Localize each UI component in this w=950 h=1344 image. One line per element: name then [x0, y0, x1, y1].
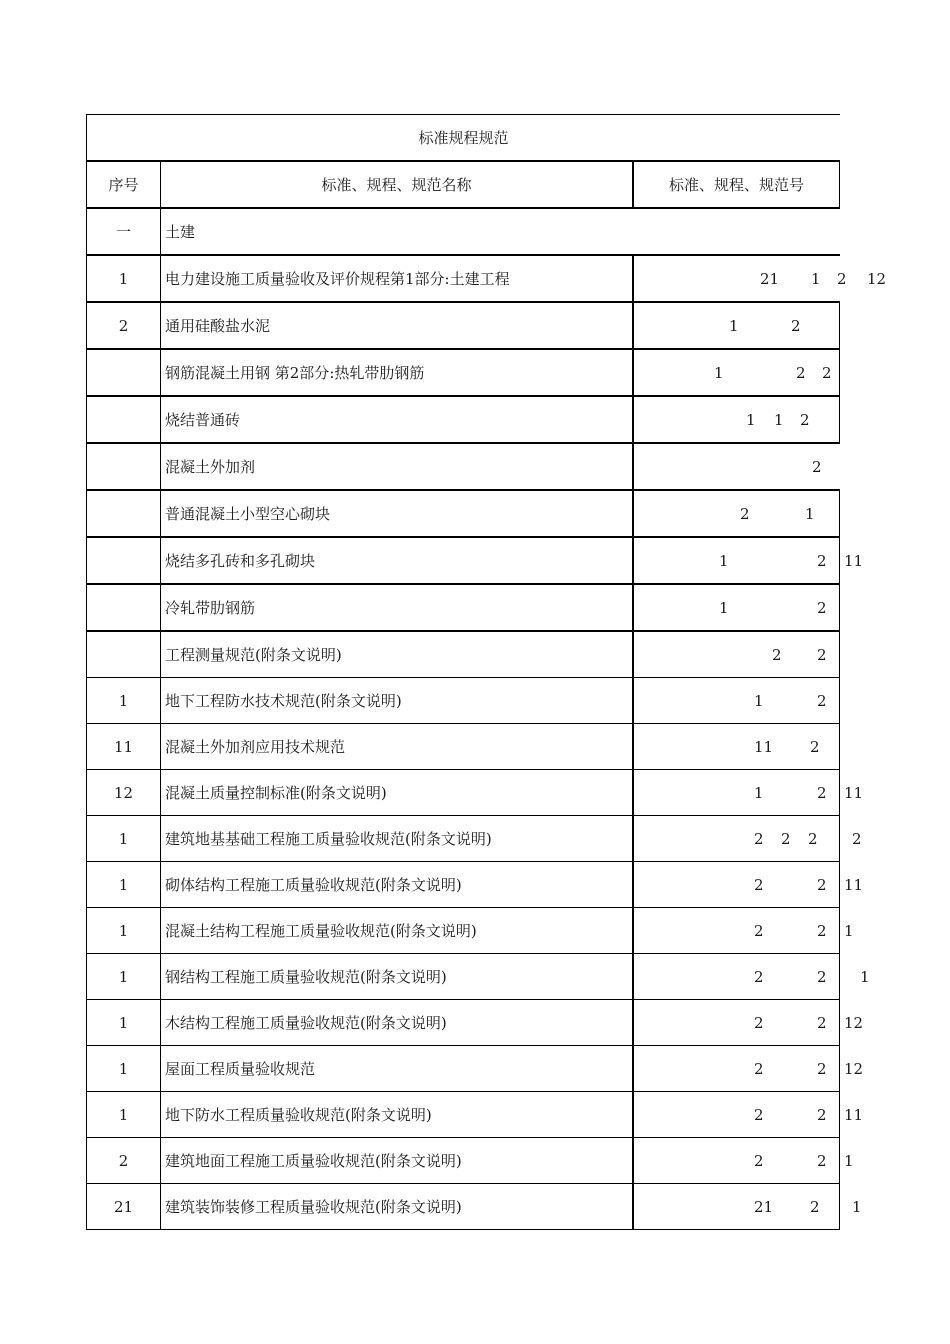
code-fragment: 1	[844, 1151, 854, 1170]
row-name: 混凝土外加剂应用技术规范	[161, 724, 634, 769]
code-fragment: 2	[754, 1151, 764, 1170]
table-row	[86, 632, 840, 678]
row-seq: 1	[86, 862, 161, 907]
row-name: 地下防水工程质量验收规范(附条文说明)	[161, 1092, 634, 1137]
row-code	[634, 350, 840, 395]
row-code	[634, 770, 864, 815]
row-seq: 21	[86, 1184, 161, 1229]
code-fragment: 2	[791, 316, 801, 335]
code-fragment: 2	[754, 967, 764, 986]
code-fragment: 1	[805, 504, 815, 523]
row-name: 工程测量规范(附条文说明)	[161, 632, 634, 677]
row-seq	[86, 350, 161, 395]
row-name: 建筑装饰装修工程质量验收规范(附条文说明)	[161, 1184, 634, 1229]
row-code	[634, 724, 840, 769]
code-fragment: 2	[754, 1105, 764, 1124]
code-fragment: 1	[811, 269, 821, 288]
row-code	[634, 1092, 864, 1137]
row-code	[634, 862, 864, 907]
row-seq: 1	[86, 816, 161, 861]
table-row	[86, 585, 840, 632]
row-seq	[86, 538, 161, 583]
table-row	[86, 256, 887, 303]
row-seq: 12	[86, 770, 161, 815]
table-row	[86, 954, 870, 1000]
table-row	[86, 1000, 864, 1046]
row-name: 钢结构工程施工质量验收规范(附条文说明)	[161, 954, 634, 999]
row-seq: 1	[86, 1046, 161, 1091]
table-row	[86, 350, 840, 397]
code-fragment: 11	[844, 783, 864, 802]
table-title: 标准规程规范	[86, 114, 840, 162]
row-name: 混凝土外加剂	[161, 444, 634, 489]
code-fragment: 1	[852, 1197, 862, 1216]
table-row	[86, 678, 840, 724]
code-fragment: 2	[817, 691, 827, 710]
table-row	[86, 538, 864, 585]
code-fragment: 1	[714, 363, 724, 382]
row-name: 地下工程防水技术规范(附条文说明)	[161, 678, 634, 723]
code-fragment: 2	[817, 967, 827, 986]
code-fragment: 11	[844, 551, 864, 570]
code-fragment: 2	[810, 1197, 820, 1216]
code-fragment: 2	[740, 504, 750, 523]
section-name: 土建	[165, 223, 196, 241]
row-name: 建筑地基基础工程施工质量验收规范(附条文说明)	[161, 816, 634, 861]
row-code	[634, 1000, 864, 1045]
row-name: 电力建设施工质量验收及评价规程第1部分:土建工程	[161, 256, 634, 301]
header-seq: 序号	[86, 162, 161, 207]
row-name: 普通混凝土小型空心砌块	[161, 491, 634, 536]
code-fragment: 2	[817, 1013, 827, 1032]
code-fragment: 2	[754, 921, 764, 940]
row-code	[634, 397, 840, 442]
code-fragment: 1	[754, 783, 764, 802]
row-name: 钢筋混凝土用钢 第2部分:热轧带肋钢筋	[161, 350, 634, 395]
row-seq: 1	[86, 678, 161, 723]
code-fragment: 12	[844, 1013, 864, 1032]
code-fragment: 1	[719, 598, 729, 617]
row-code	[634, 303, 840, 348]
code-fragment: 2	[817, 783, 827, 802]
header-name: 标准、规程、规范名称	[161, 162, 634, 207]
code-fragment: 2	[800, 410, 810, 429]
code-fragment: 1	[729, 316, 739, 335]
code-fragment: 1	[746, 410, 756, 429]
table-row	[86, 491, 840, 538]
table-row	[86, 444, 840, 491]
code-fragment: 2	[754, 875, 764, 894]
code-fragment: 2	[817, 551, 827, 570]
row-seq	[86, 632, 161, 677]
table-row	[86, 397, 840, 444]
row-name: 屋面工程质量验收规范	[161, 1046, 634, 1091]
code-fragment: 1	[754, 691, 764, 710]
code-fragment: 2	[817, 1059, 827, 1078]
row-seq: 1	[86, 256, 161, 301]
table-row	[86, 770, 864, 816]
row-seq	[86, 491, 161, 536]
code-fragment: 2	[754, 829, 764, 848]
header-row	[86, 162, 840, 209]
code-fragment: 12	[844, 1059, 864, 1078]
row-code	[634, 1046, 864, 1091]
table-row	[86, 303, 840, 350]
row-name: 烧结多孔砖和多孔砌块	[161, 538, 634, 583]
row-seq: 2	[86, 1138, 161, 1183]
code-fragment: 2	[817, 1105, 827, 1124]
row-code	[634, 585, 840, 630]
row-code	[634, 954, 870, 999]
code-fragment: 2	[852, 829, 862, 848]
row-code	[634, 632, 840, 677]
row-code	[634, 538, 864, 583]
code-fragment: 21	[754, 1197, 774, 1216]
standards-table	[86, 114, 887, 1230]
code-fragment: 11	[754, 737, 774, 756]
code-fragment: 2	[822, 363, 832, 382]
table-row	[86, 1138, 854, 1184]
row-code	[634, 1184, 862, 1229]
section-seq: 一	[86, 209, 161, 254]
code-fragment: 2	[837, 269, 847, 288]
table-row	[86, 1092, 864, 1138]
code-fragment: 1	[844, 921, 854, 940]
row-name: 烧结普通砖	[161, 397, 634, 442]
row-name: 混凝土结构工程施工质量验收规范(附条文说明)	[161, 908, 634, 953]
row-code	[634, 816, 862, 861]
table-row	[86, 1184, 862, 1230]
code-fragment: 12	[867, 269, 887, 288]
row-name: 建筑地面工程施工质量验收规范(附条文说明)	[161, 1138, 634, 1183]
row-seq: 1	[86, 1000, 161, 1045]
header-code: 标准、规程、规范号	[634, 162, 840, 207]
code-fragment: 2	[808, 829, 818, 848]
code-fragment: 11	[844, 875, 864, 894]
code-fragment: 2	[817, 921, 827, 940]
row-code	[634, 491, 840, 536]
row-code	[634, 444, 840, 489]
table-row	[86, 908, 854, 954]
row-seq: 11	[86, 724, 161, 769]
section-row	[86, 209, 840, 256]
code-fragment: 1	[719, 551, 729, 570]
table-row	[86, 1046, 864, 1092]
code-fragment: 11	[844, 1105, 864, 1124]
table-row	[86, 816, 862, 862]
code-fragment: 2	[810, 737, 820, 756]
row-seq: 1	[86, 1092, 161, 1137]
row-name: 木结构工程施工质量验收规范(附条文说明)	[161, 1000, 634, 1045]
row-code	[634, 256, 887, 301]
code-fragment: 2	[817, 875, 827, 894]
table-body	[86, 256, 887, 1230]
code-fragment: 1	[860, 967, 870, 986]
row-seq	[86, 444, 161, 489]
row-code	[634, 908, 854, 953]
code-fragment: 2	[796, 363, 806, 382]
code-fragment: 2	[817, 645, 827, 664]
row-name: 冷轧带肋钢筋	[161, 585, 634, 630]
code-fragment: 2	[754, 1013, 764, 1032]
row-code	[634, 1138, 854, 1183]
row-seq: 2	[86, 303, 161, 348]
row-seq: 1	[86, 908, 161, 953]
table-row	[86, 724, 840, 770]
row-name: 通用硅酸盐水泥	[161, 303, 634, 348]
row-name: 混凝土质量控制标准(附条文说明)	[161, 770, 634, 815]
code-fragment: 2	[772, 645, 782, 664]
code-fragment: 21	[760, 269, 780, 288]
table-row	[86, 862, 864, 908]
row-seq	[86, 585, 161, 630]
code-fragment: 2	[781, 829, 791, 848]
row-name: 砌体结构工程施工质量验收规范(附条文说明)	[161, 862, 634, 907]
code-fragment: 1	[774, 410, 784, 429]
code-fragment: 2	[812, 457, 822, 476]
row-seq	[86, 397, 161, 442]
code-fragment: 2	[817, 1151, 827, 1170]
code-fragment: 2	[754, 1059, 764, 1078]
row-code	[634, 678, 840, 723]
row-seq: 1	[86, 954, 161, 999]
code-fragment: 2	[817, 598, 827, 617]
